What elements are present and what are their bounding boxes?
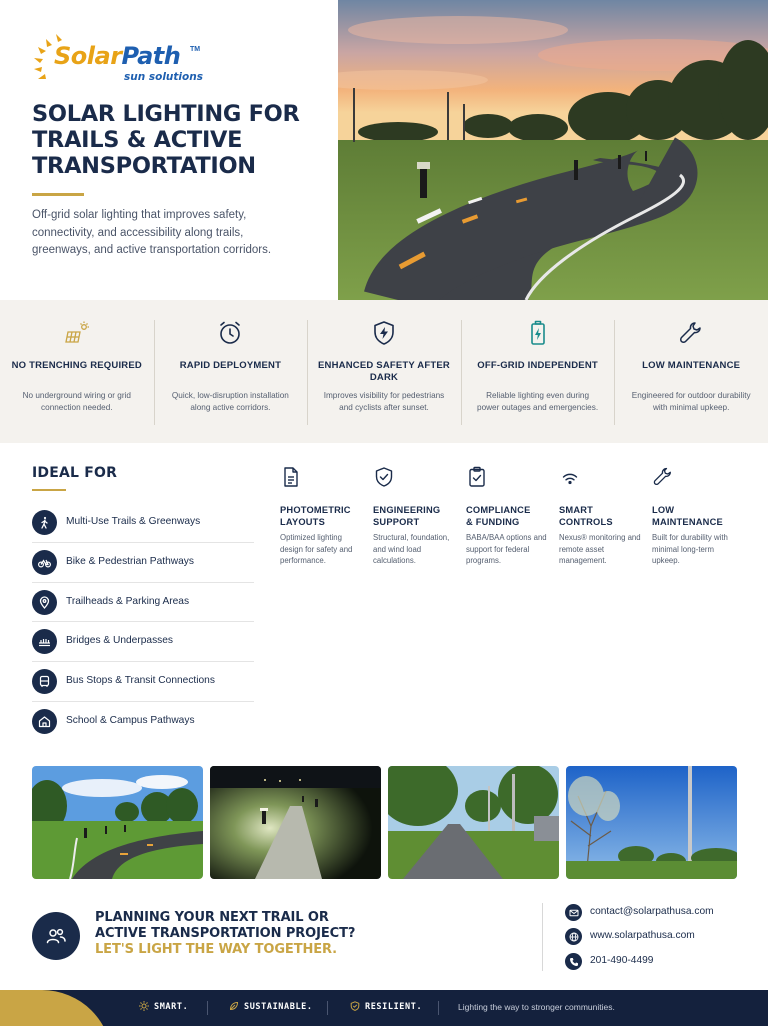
footer-bar <box>0 990 768 1026</box>
service-title: ENGINEERING SUPPORT <box>373 505 441 527</box>
service-title: PHOTOMETRIC LAYOUTS <box>280 505 351 527</box>
bus-icon <box>32 669 57 694</box>
service-description: Structural, foundation, and wind load calculations. <box>373 533 450 565</box>
benefit-rapid-deployment <box>154 300 308 443</box>
solarpath-logo[interactable] <box>32 30 222 86</box>
shield-bolt-icon <box>371 320 397 346</box>
gold-divider <box>32 489 66 491</box>
map-pin-icon <box>32 590 57 615</box>
benefit-description: Reliable lighting even during power outages and emergencies. <box>477 391 599 412</box>
footer-item-smart <box>154 1002 188 1012</box>
document-icon <box>280 466 302 488</box>
users-icon <box>32 912 80 960</box>
clock-icon <box>217 320 243 346</box>
wifi-icon <box>559 466 581 488</box>
benefit-description: Quick, low-disruption installation along active corridors. <box>171 391 289 412</box>
divider <box>207 1001 208 1015</box>
school-icon <box>32 709 57 734</box>
list-item-label: Bridges & Underpasses <box>66 635 174 647</box>
shield-check-icon <box>373 466 395 488</box>
benefit-off-grid <box>461 300 615 443</box>
divider <box>438 1001 439 1015</box>
clipboard-check-icon <box>466 466 488 488</box>
bridge-icon <box>32 629 57 654</box>
hero-section <box>0 0 768 300</box>
title-line: SOLAR LIGHTING FOR <box>32 101 300 127</box>
list-item <box>32 662 254 702</box>
sun-icon <box>139 1001 149 1011</box>
list-item-label: Bus Stops & Transit Connections <box>66 675 215 687</box>
battery-icon <box>525 320 551 346</box>
service-description: Nexus® monitoring and remote asset management. <box>559 533 641 565</box>
footer-item-sustainable <box>244 1002 313 1012</box>
ideal-for-list <box>32 503 254 742</box>
list-item-label: Multi-Use Trails & Greenways <box>66 516 201 527</box>
ideal-for-heading: IDEAL FOR <box>32 465 118 481</box>
photo-trail-night <box>210 766 381 879</box>
photo-greenway-path <box>388 766 559 879</box>
cta-heading <box>95 910 355 958</box>
footer-label: SMART. <box>154 1002 189 1012</box>
service-title: SMART CONTROLS <box>559 505 613 527</box>
wrench-icon <box>678 320 704 346</box>
benefit-description: No underground wiring or grid connection needed. <box>22 391 131 412</box>
service-engineering-support <box>373 466 459 567</box>
list-item <box>32 543 254 583</box>
benefit-title: RAPID DEPLOYMENT <box>179 360 282 371</box>
divider <box>542 903 543 971</box>
service-description: BABA/BAA options and support for federal programs. <box>466 533 547 565</box>
list-item-label: School & Campus Pathways <box>66 714 195 726</box>
email-link[interactable]: contact@solarpathusa.com <box>590 906 714 917</box>
benefit-title: NO TRENCHING REQUIRED <box>11 360 142 371</box>
globe-icon <box>565 928 582 945</box>
email-icon <box>565 904 582 921</box>
cta-tagline: LET'S LIGHT THE WAY TOGETHER. <box>95 942 338 957</box>
list-item <box>32 622 254 662</box>
hero-photo-trail-sunset <box>338 0 768 300</box>
footer-label: SUSTAINABLE. <box>244 1002 313 1012</box>
list-item <box>32 583 254 623</box>
benefit-title: OFF-GRID INDEPENDENT <box>477 360 598 371</box>
service-smart-controls <box>559 466 645 567</box>
service-photometric-layouts <box>280 466 366 567</box>
website-link[interactable]: www.solarpathusa.com <box>590 930 695 941</box>
benefits-band <box>0 300 768 443</box>
service-low-maintenance <box>652 466 738 567</box>
page-title <box>32 101 332 179</box>
service-description: Built for durability with minimal long-term upkeep. <box>652 533 728 565</box>
list-item <box>32 503 254 543</box>
list-item-label: Trailheads & Parking Areas <box>66 595 190 607</box>
shield-check-icon <box>350 1001 360 1011</box>
photo-trail-daytime <box>32 766 203 879</box>
service-title: COMPLIANCE & FUNDING <box>466 505 531 527</box>
phone-icon <box>565 953 582 970</box>
footer-label: RESILIENT. <box>365 1002 423 1012</box>
list-item <box>32 702 254 742</box>
logo-trademark: TM <box>190 46 201 53</box>
cta-line: PLANNING YOUR NEXT TRAIL OR <box>95 910 329 925</box>
cta-line: ACTIVE TRANSPORTATION PROJECT? <box>95 926 356 941</box>
benefit-description: Engineered for outdoor durability with minimal upkeep. <box>631 391 751 412</box>
footer-gold-accent <box>0 990 112 1026</box>
footer-tagline: Lighting the way to stronger communities. <box>458 1002 615 1012</box>
photo-light-pole-park <box>566 766 737 879</box>
service-title: LOW MAINTENANCE <box>652 505 723 527</box>
leaf-icon <box>229 1001 239 1011</box>
service-compliance-funding <box>466 466 552 567</box>
walker-icon <box>32 510 57 535</box>
footer-item-resilient <box>365 1002 422 1012</box>
title-line: TRANSPORTATION <box>32 153 256 179</box>
benefit-title: ENHANCED SAFETY AFTER DARK <box>318 360 450 383</box>
hero-subtitle: Off-grid solar lighting that improves safety, connectivity, and accessibility along trails, greenways, and active transportation corridors. <box>32 209 272 256</box>
logo-tagline: sun solutions <box>124 71 203 83</box>
logo-wordmark: SolarPath <box>54 42 181 70</box>
phone-link[interactable]: 201-490-4499 <box>590 955 654 966</box>
title-line: TRAILS & ACTIVE <box>32 127 243 153</box>
benefit-title: LOW MAINTENANCE <box>642 360 741 371</box>
bike-icon <box>32 550 57 575</box>
solar-panel-icon <box>64 320 90 346</box>
benefit-low-maintenance <box>614 300 768 443</box>
list-item-label: Bike & Pedestrian Pathways <box>66 555 194 567</box>
benefit-no-trenching <box>0 300 154 443</box>
divider <box>327 1001 328 1015</box>
benefit-description: Improves visibility for pedestrians and cyclists after sunset. <box>323 391 445 412</box>
gold-divider <box>32 193 84 196</box>
service-description: Optimized lighting design for safety and performance. <box>280 533 353 565</box>
benefit-enhanced-safety <box>307 300 461 443</box>
wrench-icon <box>652 466 674 488</box>
